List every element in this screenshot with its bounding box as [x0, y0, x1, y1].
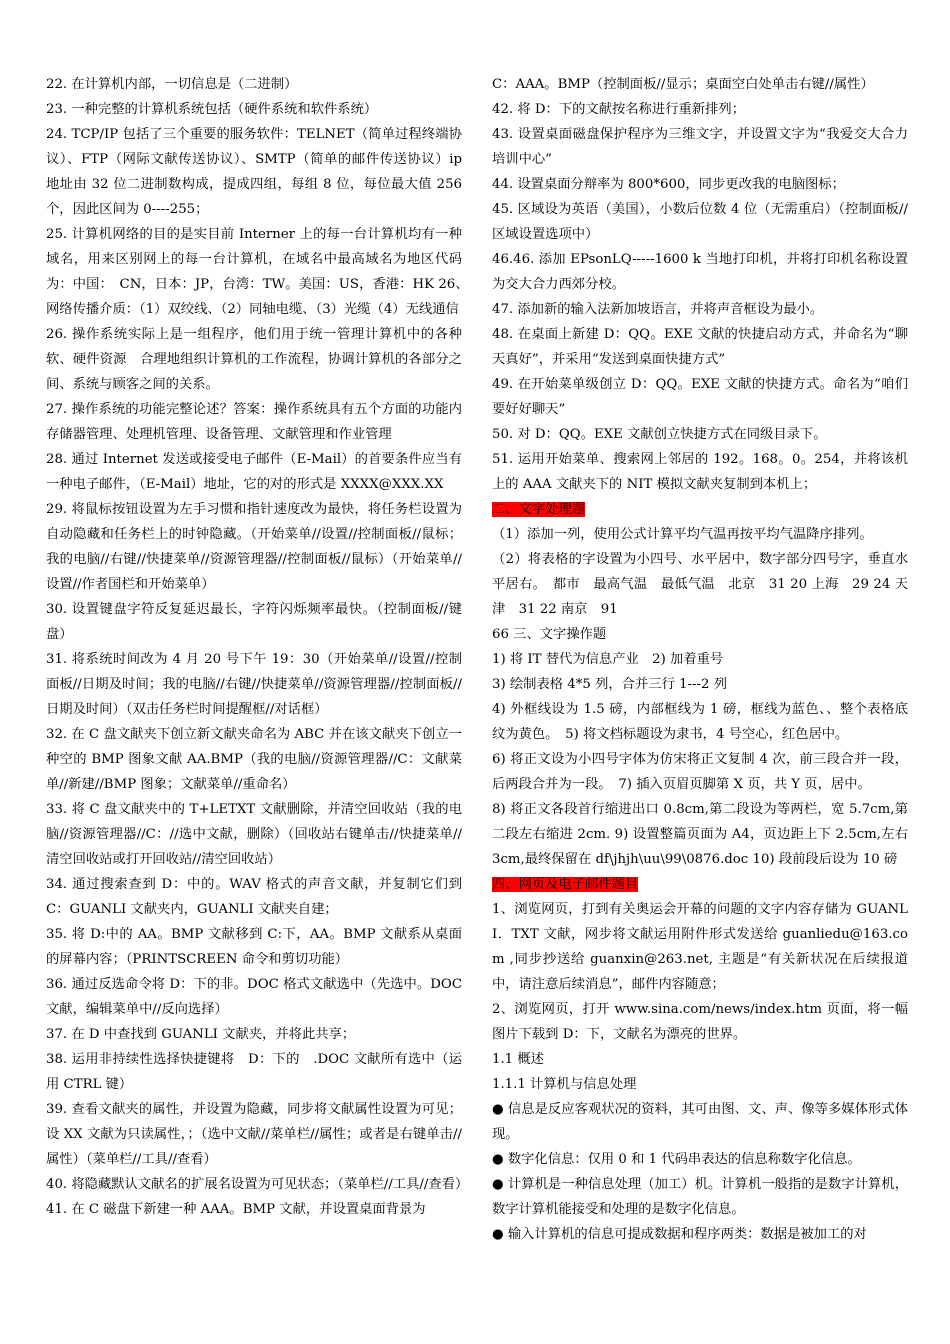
- paragraph: 34. 通过搜索查到 D：中的。WAV 格式的声音文献，并复制它们到 C：GUANLI 文献夹内，GUANLI 文献夹自建；: [46, 877, 462, 917]
- paragraph: 43. 设置桌面磁盘保护程序为三维文字，并设置文字为“我爱交大合力培训中心”: [492, 127, 908, 167]
- paragraph: C：AAA。BMP（控制面板//显示；桌面空白处单击右键//属性）: [492, 77, 874, 92]
- paragraph: 30. 设置键盘字符反复延迟最长，字符闪烁频率最快。（控制面板//键盘）: [46, 602, 462, 642]
- paragraph: ● 输入计算机的信息可提成数据和程序两类：数据是被加工的对: [492, 1227, 867, 1242]
- paragraph: 37. 在 D 中查找到 GUANLI 文献夹，并将此共享；: [46, 1027, 356, 1042]
- paragraph: 28. 通过 Internet 发送或接受电子邮件（E-Mail）的首要条件应当有一种电子邮件，（E-Mail）地址，它的对的形式是 XXXX@XXX.XX: [46, 452, 462, 492]
- paragraph: 23. 一种完整的计算机系统包括（硬件系统和软件系统）: [46, 102, 378, 117]
- paragraph: （1）添加一列，使用公式计算平均气温再按平均气温降序排列。: [492, 527, 873, 542]
- paragraph: 4) 外框线设为 1.5 磅，内部框线为 1 磅，框线为蓝色、、整个表格底纹为黄色。 5) 将文档标题设为隶书，4 号空心，红色居中。: [492, 702, 908, 742]
- paragraph: 47. 添加新的输入法新加坡语言，并将声音框设为最小。: [492, 302, 824, 317]
- paragraph: 40. 将隐藏默认文献名的扩展名设置为可见状态；（菜单栏//工具//查看）: [46, 1177, 469, 1192]
- paragraph: 3) 绘制表格 4*5 列，合并三行 1---2 列: [492, 677, 728, 692]
- paragraph: 51. 运用开始菜单、搜索网上邻居的 192。168。0。254，并将该机上的 AAA 文献夹下的 NIT 模拟文献夹复制到本机上；: [492, 452, 908, 492]
- paragraph: 24. TCP/IP 包括了三个重要的服务软件：TELNET（简单过程终端协议）、FTP（网际文献传送协议）、SMTP（简单的邮件传送协议）ip 地址由 32 位二进制数构成，提成四组，每组 8 位，每位最大值 256 个，因此区间为 0----255；: [46, 127, 462, 217]
- paragraph: 48. 在桌面上新建 D：QQ。EXE 文献的快捷启动方式，并命名为“聊天真好”，并采用“发送到桌面快捷方式”: [492, 327, 908, 367]
- paragraph: 41. 在 C 磁盘下新建一种 AAA。BMP 文献，并设置桌面背景为: [46, 1202, 426, 1217]
- paragraph: 66 三、文字操作题: [492, 627, 607, 642]
- paragraph: 22. 在计算机内部，一切信息是（二进制）: [46, 77, 298, 92]
- paragraph: 45. 区域设为英语（美国），小数后位数 4 位（无需重启）（控制面板//区域设置选项中）: [492, 202, 908, 242]
- paragraph: 49. 在开始菜单级创立 D：QQ。EXE 文献的快捷方式。命名为“咱们要好好聊天”: [492, 377, 908, 417]
- paragraph: ● 信息是反应客观状况的资料，其可由图、文、声、像等多媒体形式体现。: [492, 1102, 908, 1142]
- paragraph: （2）将表格的字设置为小四号、水平居中，数字部分四号字，垂直水平居右。 都市 最高气温 最低气温 北京 31 20 上海 29 24 天津 31 22 南京 91: [492, 552, 908, 617]
- paragraph: 36. 通过反选命令将 D：下的非。DOC 格式文献选中（先选中。DOC 文献，编辑菜单中//反向选择）: [46, 977, 462, 1017]
- paragraph: 26. 操作系统实际上是一组程序，他们用于统一管理计算机中的各种软、硬件资源 合理地组织计算机的工作流程，协调计算机的各部分之间、系统与顾客之间的关系。: [46, 327, 462, 392]
- paragraph: 39. 查看文献夹的属性，并设置为隐藏，同步将文献属性设置为可见；设 XX 文献为只读属性，；（选中文献//菜单栏//属性；或者是右键单击//属性）（菜单栏//工具//查看）: [46, 1102, 462, 1167]
- paragraph: 8) 将正文各段首行缩进出口 0.8cm,第二段设为等两栏，宽 5.7cm,第二段左右缩进 2cm. 9) 设置整篇页面为 A4，页边距上下 2.5cm,左右 3cm,最终保留在 df\jhjh\uu\99\0876.doc 10) 段前段后设为 10 磅: [492, 802, 908, 867]
- paragraph: ● 计算机是一种信息处理（加工）机。计算机一般指的是数字计算机，数字计算机能接受和处理的是数字化信息。: [492, 1177, 908, 1217]
- paragraph: 1) 将 IT 替代为信息产业 2) 加着重号: [492, 652, 724, 667]
- paragraph: 33. 将 C 盘文献夹中的 T+LETXT 文献删除，并清空回收站（我的电脑//资源管理器//C：//选中文献，删除）（回收站右键单击//快捷菜单//清空回收站或打开回收站//清空回收站）: [46, 802, 462, 867]
- paragraph: 50. 对 D：QQ。EXE 文献创立快捷方式在同级目录下。: [492, 427, 827, 442]
- paragraph: 35. 将 D:中的 AA。BMP 文献移到 C:下，AA。BMP 文献系从桌面的屏幕内容；（PRINTSCREEN 命令和剪切功能）: [46, 927, 462, 967]
- section-heading-text: 四、网页及电子邮件题目: [492, 877, 639, 892]
- section-heading-web-email: [492, 872, 908, 897]
- paragraph: 1.1 概述: [492, 1052, 544, 1067]
- paragraph: 32. 在 C 盘文献夹下创立新文献夹命名为 ABC 并在该文献夹下创立一种空的 BMP 图象文献 AA.BMP（我的电脑//资源管理器//C：文献菜单//新建//BMP 图象；文献菜单//重命名）: [46, 727, 462, 792]
- paragraph: 44. 设置桌面分辩率为 800*600，同步更改我的电脑图标；: [492, 177, 845, 192]
- paragraph: 31. 将系统时间改为 4 月 20 号下午 19：30（开始菜单//设置//控制面板//日期及时间；我的电脑//右键//快捷菜单//资源管理器//控制面板//日期及时间）（双击任务栏时间提醒框//对话框）: [46, 652, 462, 717]
- paragraph: 42. 将 D：下的文献按名称进行重新排列；: [492, 102, 746, 117]
- left-column: [46, 72, 476, 1222]
- right-column: [492, 72, 908, 1247]
- paragraph: 25. 计算机网络的目的是实目前 Interner 上的每一台计算机均有一种域名，用来区别网上的每一台计算机，在域名中最高域名为地区代码为：中国： CN，日本：JP，台湾：TW。美国：US，香港：HK 26、 网络传播介质：（1）双绞线、（2）同轴电缆、（3）光缆（4）无线通信: [46, 227, 476, 317]
- section-heading-word-processing: [492, 497, 908, 522]
- paragraph: 2、浏览网页，打开 www.sina.com/news/index.htm 页面，将一幅图片下载到 D：下，文献名为漂亮的世界。: [492, 1002, 908, 1042]
- paragraph: 27. 操作系统的功能完整论述？答案：操作系统具有五个方面的功能内存储器管理、处理机管理、设备管理、文献管理和作业管理: [46, 402, 462, 442]
- paragraph: 38. 运用非持续性选择快捷键将 D：下的 .DOC 文献所有选中（运用 CTRL 键）: [46, 1052, 462, 1092]
- paragraph: 1、浏览网页，打到有关奥运会开幕的问题的文字内容存储为 GUANLI．TXT 文献，网步将文献运用附件形式发送给 guanliedu@163.com ,同步抄送给 guanxin@263.net, 主题是“有关新状况在后续报道中，请注意后续消息”，邮件内容随意；: [492, 902, 908, 992]
- paragraph: ● 数字化信息：仅用 0 和 1 代码串表达的信息称数字化信息。: [492, 1152, 861, 1167]
- paragraph: 6) 将正文设为小四号字体为仿宋将正文复制 4 次，前三段合并一段，后两段合并为一段。 7) 插入页眉页脚第 X 页，共 Y 页，居中。: [492, 752, 908, 792]
- section-heading-text: 二、文字处理题: [492, 502, 586, 517]
- paragraph: 29. 将鼠标按钮设置为左手习惯和指针速度改为最快，将任务栏设置为自动隐藏和任务栏上的时钟隐藏。（开始菜单//设置//控制面板//鼠标；我的电脑//右键//快捷菜单//资源管理器//控制面板//鼠标）（开始菜单//设置//作者国栏和开始菜单）: [46, 502, 462, 592]
- paragraph: 46.46. 添加 EPsonLQ-----1600 k 当地打印机，并将打印机名称设置为交大合力西郊分校。: [492, 252, 908, 292]
- paragraph: 1.1.1 计算机与信息处理: [492, 1077, 637, 1092]
